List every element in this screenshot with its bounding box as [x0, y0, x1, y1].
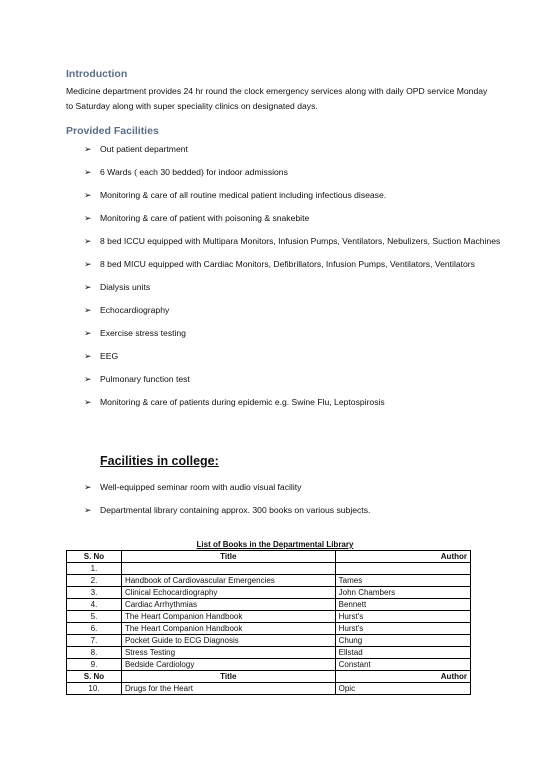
header-sno: S. No [67, 671, 122, 683]
header-author: Author [335, 551, 470, 563]
table-row [67, 563, 471, 575]
cell-author: Bennett [335, 599, 470, 611]
header-sno: S. No [67, 551, 122, 563]
cell-sno: 7. [67, 635, 122, 647]
introduction-paragraph: Medicine department provides 24 hr round the clock emergency services along with daily OPD service Monday to Saturday along with super speciality clinics on designated days. [66, 86, 488, 111]
arrow-bullet-icon: ➢ [84, 351, 92, 361]
list-item: ➢ 8 bed MICU equipped with Cardiac Monitors, Defibrillators, Infusion Pumps, Ventilators, Ventilators [84, 257, 504, 272]
arrow-bullet-icon: ➢ [84, 374, 92, 384]
college-facilities-list [84, 480, 504, 518]
list-item: ➢ Dialysis units [84, 280, 504, 295]
books-table-caption: List of Books in the Departmental Library [196, 540, 354, 549]
cell-title: Pocket Guide to ECG Diagnosis [121, 635, 335, 647]
table-row [67, 647, 471, 659]
cell-title: Handbook of Cardiovascular Emergencies [121, 575, 335, 587]
table-row [67, 659, 471, 671]
table-row [67, 635, 471, 647]
introduction-heading: Introduction [66, 68, 128, 80]
cell-title: Stress Testing [121, 647, 335, 659]
list-item: ➢ Well-equipped seminar room with audio visual facility [84, 480, 504, 495]
list-item: ➢ Pulmonary function test [84, 372, 504, 387]
cell-title: The Heart Companion Handbook [121, 611, 335, 623]
list-item: ➢ 8 bed ICCU equipped with Multipara Monitors, Infusion Pumps, Ventilators, Nebulizers, Suction Machines [84, 234, 504, 249]
table-row [67, 683, 471, 695]
arrow-bullet-icon: ➢ [84, 505, 92, 515]
provided-facilities-list [84, 142, 504, 410]
list-item: ➢ Monitoring & care of all routine medical patient including infectious disease. [84, 188, 504, 203]
arrow-bullet-icon: ➢ [84, 259, 92, 269]
cell-title: The Heart Companion Handbook [121, 623, 335, 635]
facilities-in-college-heading: Facilities in college: [100, 454, 219, 468]
list-item: ➢ 6 Wards ( each 30 bedded) for indoor admissions [84, 165, 504, 180]
table-row [67, 587, 471, 599]
provided-facilities-heading: Provided Facilities [66, 125, 159, 137]
arrow-bullet-icon: ➢ [84, 482, 92, 492]
cell-sno: 1. [67, 563, 122, 575]
cell-author: Tames [335, 575, 470, 587]
list-item: ➢ Departmental library containing approx. 300 books on various subjects. [84, 503, 504, 518]
list-item: ➢ Out patient department [84, 142, 504, 157]
cell-author: Opic [335, 683, 470, 695]
list-item: ➢ EEG [84, 349, 504, 364]
cell-author: Ellstad [335, 647, 470, 659]
cell-author: Constant [335, 659, 470, 671]
arrow-bullet-icon: ➢ [84, 305, 92, 315]
cell-title [121, 563, 335, 575]
arrow-bullet-icon: ➢ [84, 167, 92, 177]
books-table [66, 550, 471, 695]
cell-author: John Chambers [335, 587, 470, 599]
cell-author: Chung [335, 635, 470, 647]
header-title: Title [121, 551, 335, 563]
arrow-bullet-icon: ➢ [84, 213, 92, 223]
cell-author: Hurst's [335, 611, 470, 623]
table-row [67, 575, 471, 587]
header-title: Title [121, 671, 335, 683]
list-item: ➢ Monitoring & care of patients during epidemic e.g. Swine Flu, Leptospirosis [84, 395, 504, 410]
table-row [67, 599, 471, 611]
cell-title: Cardiac Arrhythmias [121, 599, 335, 611]
cell-author [335, 563, 470, 575]
table-row [67, 611, 471, 623]
cell-sno: 5. [67, 611, 122, 623]
cell-sno: 4. [67, 599, 122, 611]
arrow-bullet-icon: ➢ [84, 190, 92, 200]
cell-sno: 2. [67, 575, 122, 587]
cell-sno: 9. [67, 659, 122, 671]
list-item: ➢ Exercise stress testing [84, 326, 504, 341]
table-header-row [67, 551, 471, 563]
cell-sno: 10. [67, 683, 122, 695]
arrow-bullet-icon: ➢ [84, 236, 92, 246]
arrow-bullet-icon: ➢ [84, 328, 92, 338]
cell-sno: 8. [67, 647, 122, 659]
cell-title: Bedside Cardiology [121, 659, 335, 671]
list-item: ➢ Monitoring & care of patient with poisoning & snakebite [84, 211, 504, 226]
arrow-bullet-icon: ➢ [84, 144, 92, 154]
cell-sno: 3. [67, 587, 122, 599]
arrow-bullet-icon: ➢ [84, 282, 92, 292]
table-row [67, 623, 471, 635]
table-header-row-repeated [67, 671, 471, 683]
cell-author: Hurst's [335, 623, 470, 635]
cell-title: Drugs for the Heart [121, 683, 335, 695]
arrow-bullet-icon: ➢ [84, 397, 92, 407]
list-item: ➢ Echocardiography [84, 303, 504, 318]
cell-title: Clinical Echocardiography [121, 587, 335, 599]
cell-sno: 6. [67, 623, 122, 635]
header-author: Author [335, 671, 470, 683]
